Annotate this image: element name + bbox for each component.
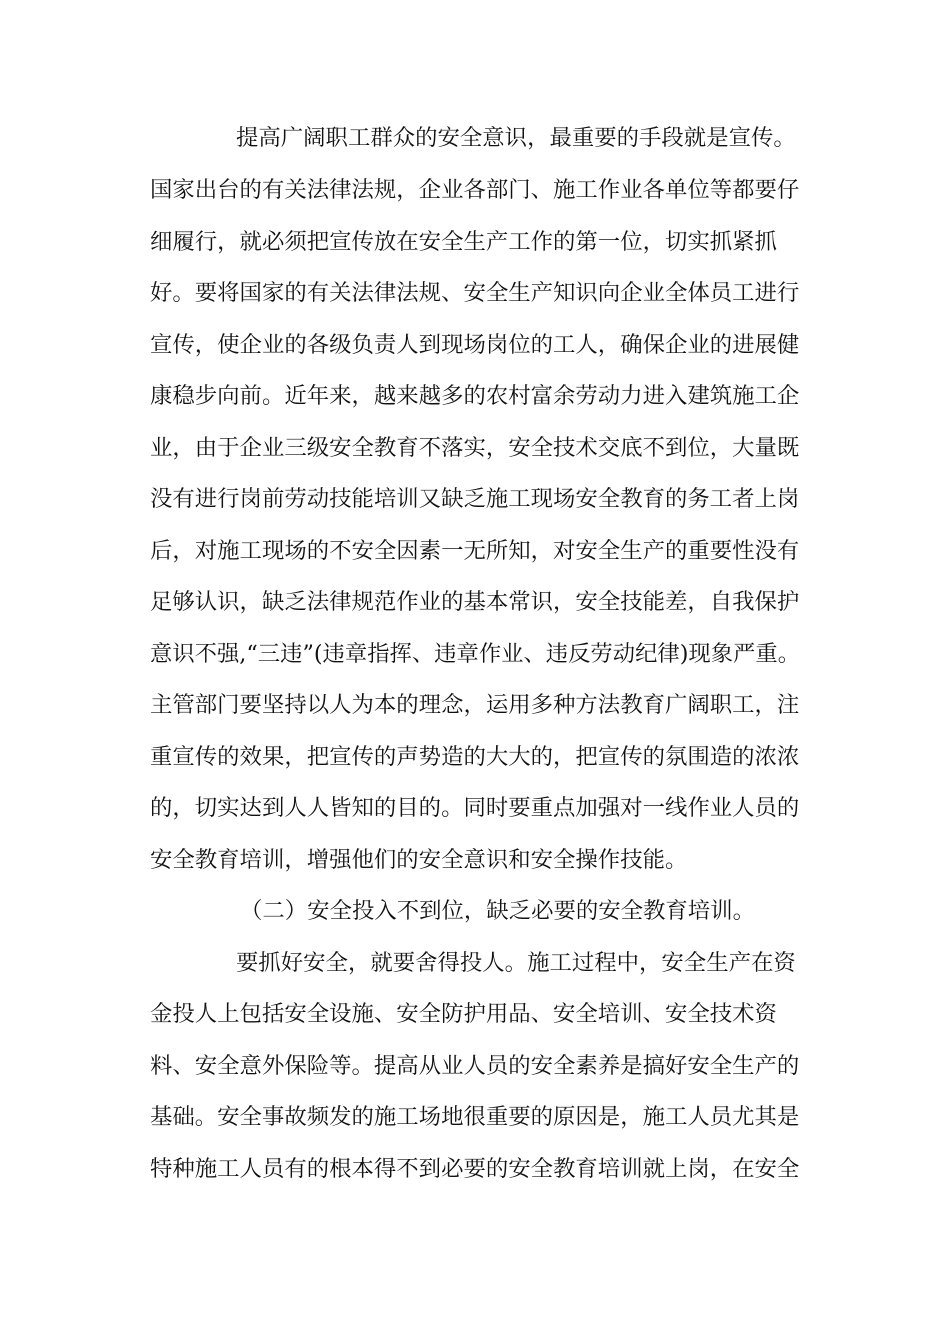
paragraph-line: 的，切实达到人人皆知的目的。同时要重点加强对一线作业人员的 [150,795,800,821]
paragraph-line: 特种施工人员有的根本得不到必要的安全教育培训就上岗，在安全 [150,1156,800,1182]
paragraph-line: 重宣传的效果，把宣传的声势造的大大的，把宣传的氛围造的浓浓 [150,744,800,770]
paragraph-line: 业，由于企业三级安全教育不落实，安全技术交底不到位，大量既 [150,435,800,461]
paragraph-line: 康稳步向前。近年来，越来越多的农村富余劳动力进入建筑施工企 [150,383,800,409]
paragraph-line: 细履行，就必须把宣传放在安全生产工作的第一位，切实抓紧抓 [150,229,777,255]
section-heading: （二）安全投入不到位，缺乏必要的安全教育培训。 [240,898,755,924]
paragraph-line: 没有进行岗前劳动技能培训又缺乏施工现场安全教育的务工者上岗 [150,486,800,512]
paragraph-line: 好。要将国家的有关法律法规、安全生产知识向企业全体员工进行 [150,280,800,306]
paragraph-line: 主管部门要坚持以人为本的理念，运用多种方法教育广阔职工，注 [150,692,800,718]
paragraph-line: 提高广阔职工群众的安全意识，最重要的手段就是宣传。 [236,125,796,151]
paragraph-line: 宣传，使企业的各级负责人到现场岗位的工人，确保企业的进展健 [150,332,800,358]
paragraph-line: 足够认识，缺乏法律规范作业的基本常识，安全技能差，自我保护 [150,589,800,615]
paragraph-line: 要抓好安全，就要舍得投人。施工过程中，安全生产在资 [236,950,796,976]
paragraph-line: 安全教育培训，增强他们的安全意识和安全操作技能。 [150,847,688,873]
paragraph-line: 料、安全意外保险等。提高从业人员的安全素养是搞好安全生产的 [150,1053,800,1079]
paragraph-line: 意识不强,“三违”(违章指挥、违章作业、违反劳动纪律)现象严重。 [150,641,801,667]
paragraph-line: 基础。安全事故频发的施工场地很重要的原因是，施工人员尤其是 [150,1104,800,1130]
paragraph-line: 金投人上包括安全设施、安全防护用品、安全培训、安全技术资 [150,1001,777,1027]
paragraph-line: 后，对施工现场的不安全因素一无所知，对安全生产的重要性没有 [150,538,800,564]
paragraph-line: 国家出台的有关法律法规，企业各部门、施工作业各单位等都要仔 [150,177,800,203]
